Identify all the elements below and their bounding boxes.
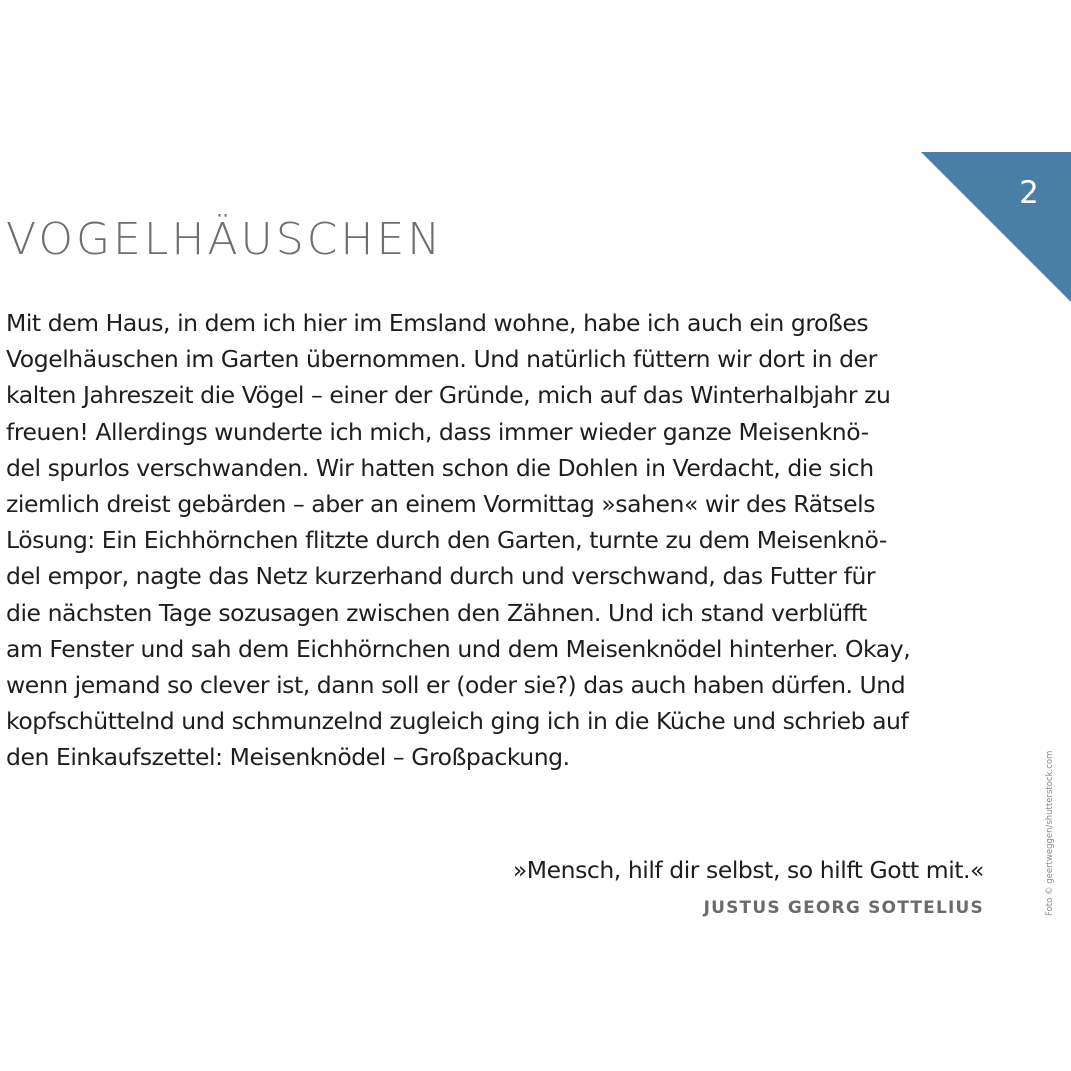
article-line: am Fenster und sah dem Eichhörnchen und dem Meisenknödel hinterher. Okay, bbox=[6, 634, 911, 663]
article-title: VOGELHÄUSCHEN bbox=[6, 214, 444, 265]
article-line: Vogelhäuschen im Garten übernommen. Und natürlich füttern wir dort in der bbox=[6, 345, 877, 374]
article-line: die nächsten Tage sozusagen zwischen den Zähnen. Und ich stand verblüfft bbox=[6, 598, 867, 627]
article-line: Lösung: Ein Eichhörnchen flitzte durch den Garten, turnte zu dem Meisenknö- bbox=[6, 526, 887, 555]
article-line: wenn jemand so clever ist, dann soll er (oder sie?) das auch haben dürfen. Und bbox=[6, 671, 906, 700]
quote-author: JUSTUS GEORG SOTTELIUS bbox=[703, 898, 984, 918]
page-number: 2 bbox=[1019, 175, 1039, 211]
article-line: kalten Jahreszeit die Vögel – einer der Gründe, mich auf das Winterhalbjahr zu bbox=[6, 381, 891, 410]
page-number-badge bbox=[921, 152, 1071, 302]
article-line: del empor, nagte das Netz kurzerhand durch und verschwand, das Futter für bbox=[6, 562, 876, 591]
article-line: ziemlich dreist gebärden – aber an einem Vormittag »sahen« wir des Rätsels bbox=[6, 490, 876, 519]
article-line: den Einkaufszettel: Meisenknödel – Großpackung. bbox=[6, 743, 570, 772]
article-line: kopfschüttelnd und schmunzelnd zugleich ging ich in die Küche und schrieb auf bbox=[6, 707, 909, 736]
corner-triangle-icon bbox=[921, 152, 1071, 302]
photo-credit: Foto © geertweggen/shutterstock.com bbox=[1045, 750, 1055, 916]
article-line: freuen! Allerdings wunderte ich mich, dass immer wieder ganze Meisenknö- bbox=[6, 417, 869, 446]
article-line: del spurlos verschwanden. Wir hatten schon die Dohlen in Verdacht, die sich bbox=[6, 453, 874, 482]
article-line: Mit dem Haus, in dem ich hier im Emsland wohne, habe ich auch ein großes bbox=[6, 309, 869, 337]
quote-text: »Mensch, hilf dir selbst, so hilft Gott mit.« bbox=[512, 856, 984, 884]
article-body bbox=[6, 305, 996, 776]
